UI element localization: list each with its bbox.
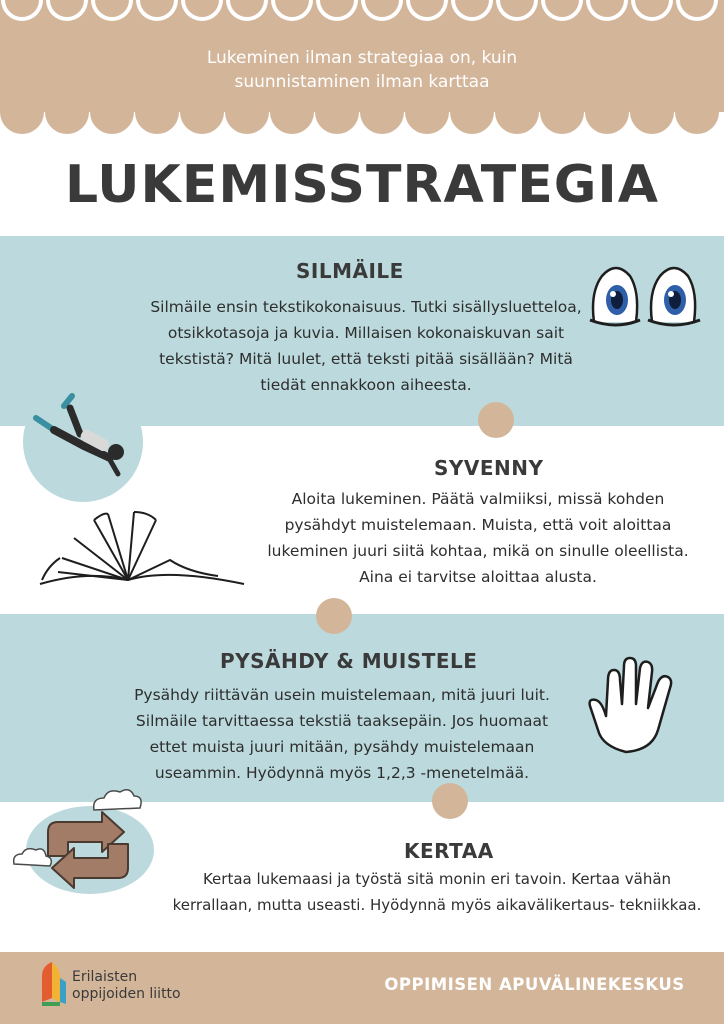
section-title-syvenny: SYVENNY — [434, 456, 544, 480]
section-title-kertaa: KERTAA — [404, 839, 494, 863]
body-line: tiedät ennakkoon aiheesta. — [260, 376, 472, 394]
body-line: Pysähdy riittävän usein muistelemaan, mitä juuri luit. — [134, 686, 550, 704]
body-line: kerrallaan, mutta useasti. Hyödynnä myös aikavälikertaus- tekniikkaa. — [172, 896, 702, 914]
section-title-silmaile: SILMÄILE — [296, 259, 404, 283]
tagline-line-2: suunnistaminen ilman karttaa — [234, 72, 490, 92]
section-body-kertaa — [150, 866, 724, 918]
hand-icon — [586, 656, 680, 756]
open-book-icon — [38, 510, 248, 588]
organization-logo-text — [72, 969, 181, 1003]
diver-icon — [14, 390, 154, 506]
logo-line-2: oppijoiden liitto — [72, 986, 181, 1002]
connector-dot — [478, 402, 514, 438]
body-line: Silmäile tarvittaessa tekstiä taaksepäin. Jos huomaat — [135, 712, 549, 730]
section-title-pysahdy: PYSÄHDY & MUISTELE — [220, 649, 478, 673]
footer-organization-name: OPPIMISEN APUVÄLINEKESKUS — [384, 975, 685, 994]
connector-dot — [432, 783, 468, 819]
body-line: ettet muista juuri mitään, pysähdy muistelemaan — [149, 738, 535, 756]
body-line: otsikkotasoja ja kuvia. Millaisen kokonaiskuvan sait — [167, 324, 565, 342]
body-line: Kertaa lukemaasi ja työstä sitä monin eri tavoin. Kertaa vähän — [202, 870, 672, 888]
body-line: pysähdyt muistelemaan. Muista, että voit aloittaa — [284, 516, 672, 534]
review-cycle-icon — [6, 780, 166, 902]
body-line: Silmäile ensin tekstikokonaisuus. Tutki sisällysluetteloa, — [150, 298, 582, 316]
page-title: LUKEMISSTRATEGIA — [65, 155, 659, 215]
organization-logo-icon — [38, 958, 68, 1006]
logo-line-1: Erilaisten — [72, 969, 138, 985]
tagline — [0, 46, 724, 94]
body-line: useammin. Hyödynnä myös 1,2,3 -menetelmää. — [154, 764, 530, 782]
section-body-pysahdy — [112, 682, 572, 786]
section-body-syvenny — [258, 486, 698, 590]
body-line: lukeminen juuri siitä kohtaa, mikä on sinulle oleellista. — [267, 542, 689, 560]
body-line: tekstistä? Mitä luulet, että teksti pitää sisällään? Mitä — [159, 350, 573, 368]
section-body-silmaile — [138, 294, 594, 398]
body-line: Aloita lukeminen. Päätä valmiiksi, missä kohden — [291, 490, 665, 508]
eyes-icon — [588, 262, 704, 332]
tagline-line-1: Lukeminen ilman strategiaa on, kuin — [206, 48, 518, 68]
body-line: Aina ei tarvitse aloittaa alusta. — [359, 568, 597, 586]
connector-dot — [316, 598, 352, 634]
